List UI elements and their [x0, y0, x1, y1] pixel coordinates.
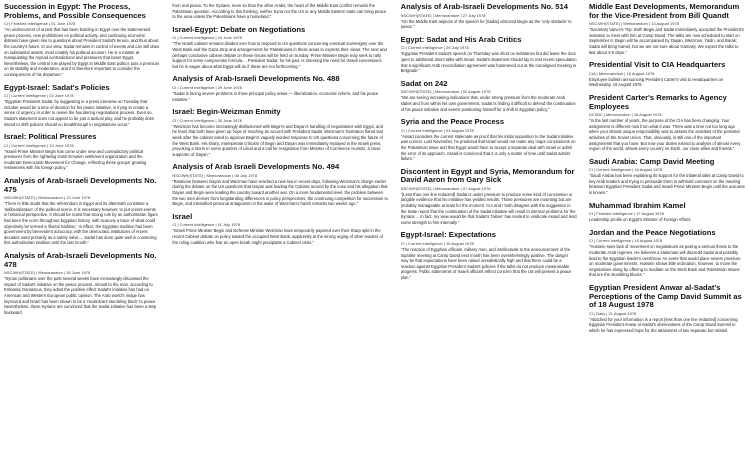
entry-meta: CI | Current Intelligence | 02 June 1978 — [4, 93, 74, 99]
entry-title: Analysis of Arab Israeli Developments No. 494 — [172, 162, 340, 172]
entry-body: "On the Middle East aspects of the speech he [Sadat] criticized Begin as the 'only obstacle' to peace." — [400, 18, 572, 30]
document-entry — [589, 61, 745, 88]
column-4 — [589, 3, 745, 473]
column-1 — [4, 3, 160, 473]
entry-meta: NSC/WH(STATE) | Memorandum | 13 June 1978 — [4, 195, 91, 201]
document-entry — [589, 229, 745, 278]
entry-title: Analysis of Arab-Israeli Developments No. 488 — [172, 74, 340, 84]
entry-body: "Syrian politicians over the past several weeks have increasingly discussed the impact of Sadat's initiative on the peace process. Almost to the man, according to Embassy Damascus, they admit the positive effect Sadat's initiative has had on American and Western European public opinion. The Arab world's image has improved and Israel has been shown to be a 'recalcitrant stumbling block' to peace. Nevertheless, these Syrians are convinced that the Sadat initiative has been a step backward — [4, 276, 157, 315]
entry-meta: CI | Current Intelligence | 10 June 1978 — [4, 142, 74, 148]
document-entry — [172, 163, 388, 207]
entry-meta: CI | Current Intelligence | 11 July 1978 — [172, 222, 241, 228]
entry-body: "Hussein sees lack of movement on negotiations as posing a serious threat to the moderate Arab regimes. He believes a stalemate will discredit Sadat and possibly lead to the Egyptian leader's overthrow. An event that would place severe pressure on moderate governments. Hussein shows little inclination, however, to move the negotiations along by offering to mediate on the West Bank and Palestinian issues that are the stumbling blocks." — [588, 244, 741, 278]
entry-meta: CI | Current Intelligence | 18 August 1978 — [588, 238, 663, 244]
document-entry — [401, 3, 577, 30]
entry-meta: DCI/NC | Memorandum | 16 August 1978 — [588, 112, 662, 118]
entry-body: "Israeli Prime Minister Begin and Defense Minister Weizman have temporarily papered over their sharp split in the recent Cabinet debate on policy toward the occupied West Bank, apparently at the strong urging of other leaders of the ruling coalition who fear an open break might precipitate a Cabinet crisis." — [172, 228, 383, 245]
entry-body: "Assad considers the current stalemate as proof that his initial opposition to the Sadat initiative was correct. Last November, he predicted that Israel would not make any major concessions on the Palestinian issue and that Egypt would have to accept a separate deal with Israel or admit the error of its approach. Assad is convinced that it is only a matter of time until Sadat admits failure." — [400, 133, 576, 162]
document-entry — [172, 3, 388, 20]
document-entry — [401, 231, 577, 280]
entry-body: Employee bulletin announcing President Carter's visit to Headquarters on Wednesday, 16 August 1978. — [588, 76, 724, 88]
entry-body: from real peace. To the Syrians, more so than the other Arabs, the heart of the Middle East conflict remains the Palestinian question. According to this thinking, neither Syria nor the US or any Middle Eastern state can bring peace to the area unless the Palestinians have a homeland." — [172, 3, 387, 20]
document-entry — [589, 3, 745, 55]
document-entry — [172, 26, 388, 70]
entry-meta: NSC/WH(STATE) | Memorandum | 07 August 1978 — [400, 185, 491, 191]
column-2 — [172, 3, 388, 473]
entry-meta: CI | Current Intelligence | 30 June 1978 — [172, 117, 242, 123]
document-entry — [401, 80, 577, 112]
entry-meta: CI | Finished Intelligence | 17 August 1978 — [588, 211, 664, 217]
entry-meta: CI | Current Intelligence | 29 June 1978 — [172, 84, 242, 90]
entry-meta: NSC/WH(STATE) | Memorandum | 06 July 1978 — [172, 172, 258, 178]
document-entry — [4, 84, 160, 128]
entry-title: Presidential Visit to CIA Headquarters — [588, 60, 726, 70]
entry-title: Succession in Egypt: The Process, Problems, and Possible Consequences — [4, 3, 146, 20]
entry-meta: CIA | Memorandum | 16 August 1978 — [588, 70, 655, 76]
entry-body: "An undercurrent of unrest that has been building in Egypt over the statemented peace process, new prohibitions on political activity, and continuing economic distress have given rise to questions about President Sadat's tenure, and thus about the country's future. In our view, Sadat remains in control of events and can still draw on substantial assets, most notably his political acumen. He is a master at manipulating the myriad contradictions and pressures that beset Egypt. Nevertheless, the central role played by Egypt in Middle East politics puts a premium on its stability and moderation, and it is therefore important to consider the consequences of his departure." — [4, 27, 160, 77]
document-entry — [4, 177, 160, 246]
entry-body: "Israeli Prime Minister Begin has come under new and contradictory political pressures from the rightwing Gush Emunim settlement organization and the moderate Democratic Movement for Change, reflecting these groups' growing restiveness with his foreign policy." — [4, 148, 147, 171]
entry-meta: CI | Current Intelligence | 19 June 1978 — [172, 35, 242, 41]
entry-title: Israel: Political Pressures — [4, 132, 97, 142]
entry-title: Analysis of Arab-Israeli Developments No. 478 — [4, 251, 157, 269]
document-entry — [401, 36, 577, 74]
entry-meta: CI | Finished Intelligence | 01 June 1978 — [4, 21, 76, 27]
entry-title: Muhammad Ibrahim Kamel — [588, 200, 686, 210]
document-entry — [589, 94, 745, 152]
document-entry — [4, 3, 160, 78]
entry-body: "Sadat is facing severe problems in three principal policy areas — liberalization, economic reform, and his peace initiative." — [172, 90, 379, 102]
entry-body: "Egyptian President Sadat's speech on Thursday was short on substance but did leave the door open to additional direct talks with Israel. Sadat's statement should lay to rest recent speculation that a significant Arab reconciliation agreement was hammered out at the nonaligned meeting in Belgrade." — [400, 51, 577, 74]
document-entry — [589, 202, 745, 223]
entry-body: "Secretary Vance's Trip: Both Begin and Sadat immediately accepted the President's invitation to meet with him at Camp David. The talks are now scheduled to start on September 6. Begin will be accompanied by Dayan, Weizman, Yadin, and Barak; Sadat will bring Kamel, but we are not sure about Gamasy. We expect the talks to last about 3-5 days." — [588, 27, 744, 55]
entry-title: Jordan and the Peace Negotiations — [588, 227, 716, 237]
entry-meta: CI | Daily | 21 August 1978 — [588, 310, 637, 316]
document-entry — [172, 213, 388, 245]
entry-meta: CI | Current Intelligence | 10 August 1978 — [400, 241, 474, 247]
entry-meta: CI | Current Intelligence | 04 August 1978 — [400, 127, 474, 133]
entry-meta: CI | Current Intelligence | 16 August 1978 — [588, 167, 663, 173]
entry-meta: NSC/WH(STATE) | Memorandum | 27 July 1978 — [400, 12, 486, 18]
document-entry — [4, 252, 160, 315]
entry-body: "Saudi Arabia has been explaining its support for the trilateral talks at Camp David to key Arab leaders and trying to persuade them to withhold comment on the meeting between Egyptian President Sadat and Israeli Prime Minister Begin until the outcome is known." — [588, 173, 745, 196]
column-3 — [401, 3, 577, 473]
document-entry — [172, 108, 388, 157]
entry-title: Egypt: Sadat and His Arab Critics — [400, 34, 522, 44]
entry-body: "The Israeli cabinet remains divided over how to respond to US questions concerning eventual sovereignty over the West Bank and the Gaza Strip and arrangements for Palestinians in these areas to express their views. The next and perhaps conclusive cabinet debate on these issues will be held on Sunday. Prime Minister Begin may seek to rally support for some compromise formula.... President Sadat, for his part, is stressing the need for Israeli concessions but he is vague about what Egypt will do if these are not forthcoming." — [172, 41, 387, 69]
entry-body: "Attached for your information is a report [less than one line redacted] concerning Egyptian President Anwar al-Sadat's observations of the Camp David Summit in which he has expressed hope for the attainment of two separate but related — [588, 316, 738, 333]
entry-body: "[Less than one line redacted] Sadat is under pressure to produce some kind of concession or tangible evidence that his initiative has yielded results. Those pressures are mounting but are probably manageable at least for the moment. CIA and I both disagree with the suggestion in the State report that the continuation of the Sadat initiative will result in internal problems for the Syrians.... In fact, my view would be that Sadat's 'failure' has tended to vindicate Assad and lend some strength to him internally." — [400, 191, 577, 225]
entry-body: "In the last number of years, the purpose of the CIA has been changing. Your assignment is different now from what it was. There was a time not too long ago when your almost unique responsibility was to assess the activities of the potential activities of the Soviet Union. That, obviously, is still one of the important assignments that you have. But now your duties extend to analysis of almost every region of the world, almost every country on Earth, our close allies and friends." — [588, 118, 741, 152]
entry-title: Israel: Begin-Weizman Enmity — [172, 107, 281, 117]
entry-meta: NSC/WH(STATE) | Memorandum | 18 June 1978 — [4, 270, 91, 276]
document-entry — [589, 158, 745, 196]
entry-title: Egypt-Israel: Sadat's Policies — [4, 82, 110, 92]
entry-body: "Relations between Dayan and Weizman have reached a new low in recent days, following Weizman's charge earlier during the debate on the US questions that Dayan was leading the Cabinet around by the nose and his allegation that Dayan and Begin were leading the country toward another war. On a more fundamental level, the problem between the two men derives from longstanding differences in policy perspectives, the continuing competition for succession to Begin, and intensified personal antagonism in the wake of Weizman's harsh remarks two weeks ago." — [172, 178, 388, 207]
entry-title: Analysis of Arab-Israeli Developments No. 514 — [400, 3, 568, 11]
entry-title: Saudi Arabia: Camp David Meeting — [588, 156, 715, 166]
entry-body: Leadership profile on Egypt's Minister of Foreign Affairs. — [588, 217, 692, 223]
document-entry — [401, 118, 577, 162]
document-entry — [4, 133, 160, 171]
entry-body: "The reaction of Egyptian officials, military men, and intellectuals to the announcement of the tripartite meeting at Camp David next month has been overwhelmingly positive. The danger may be that expectations have been raised unrealistically high and that there could be a reaction against Egyptian President Sadat's policies if the talks do not produce measureable progress. Public statements of Israeli officials reflect concern that the US will present a peace plan." — [400, 247, 572, 280]
entry-title: Middle East Developments, Memorandum for the Vice-President from Bill Quandt — [588, 3, 740, 20]
entry-title: Egyptian President Anwar al-Sadat's Perceptions of the Camp David Summit as of 18 August 1978 — [588, 283, 742, 310]
entry-title: Egypt-Israel: Expectations — [400, 230, 497, 240]
entry-meta: NSC/WH(STATE) | Memorandum | 02 August 1978 — [400, 89, 491, 95]
entry-title: Discontent in Egypt and Syria, Memorandum for David Aaron from Gary Sick — [400, 166, 575, 185]
entry-title: Syria and the Peace Process — [400, 117, 505, 127]
entry-title: Israel — [172, 211, 193, 221]
entry-title: Israel-Egypt: Debate on Negotiations — [172, 24, 306, 34]
entry-body: "We are seeing increasing indications that, under strong pressure from the moderate Arab states and from within his own government, Sadat is finding it difficult to defend the continuation of his peace initiative and seems positioning himself for a shift in Egyptian policy." — [400, 95, 576, 112]
entry-title: Analysis of Arab-Israeli Developments No. 475 — [4, 176, 157, 194]
document-entry — [589, 284, 745, 334]
entry-meta: CI | Current Intelligence | 29 July 1978 — [400, 45, 469, 51]
entry-meta: NSC/WH(STATE) | Memorandum | 13 August 1978 — [588, 21, 679, 27]
document-entry — [401, 168, 577, 226]
entry-body: "Weizman has become increasingly disillusioned with Begin's and Dayan's handling of negotiations with Egypt, and he fears that both have given up hope of reaching an accord with President Sadat. Weizman's frustration flared last week after the cabinet voted to approve Begin's vaguely worded response to US questions concerning the future of the West Bank. His sharp, intemperate criticism of Begin and Dayan was immediately replayed in the Israeli press, provoking a storm in some quarters of Likud and a call for resignation from Minister of Commerce Hurwitz, a close supporter of Dayan." — [172, 123, 383, 157]
entry-title: President Carter's Remarks to Agency Employees — [588, 92, 727, 111]
entry-body: "There is little doubt that the referendum in Egypt and its aftermath constitute a 'deliberalization' of the political scene. It is necessary however, to put recent events in historical perspective. It should be noted that strong rule by an authoritarian figure has been the norm throughout Egyptian history, with scarcely a trace of what could objectively be termed a 'liberal tradition.' In effect, the Egyptian tradition has been government by benevolent autocracy, with the democratic institutions of recent decades used primarily as a safety valve.... Sadat has done quite well in countering this authoritarian tradition until the last month." — [4, 201, 158, 246]
entry-title: Sadat on 242 — [400, 78, 448, 88]
document-entry — [172, 75, 388, 102]
entry-body: "Egyptian President Sadat, by suggesting in a press interview on Tuesday that October would be a time of decision for his peace initiative, is trying to create a sense of urgency in order to revive the foundering negotiations process. Even so, Sadat's statement does not appear to be just a tactical ploy, and he probably does intend to shift policies should no breakthrough in negotiations occur." — [4, 99, 155, 127]
